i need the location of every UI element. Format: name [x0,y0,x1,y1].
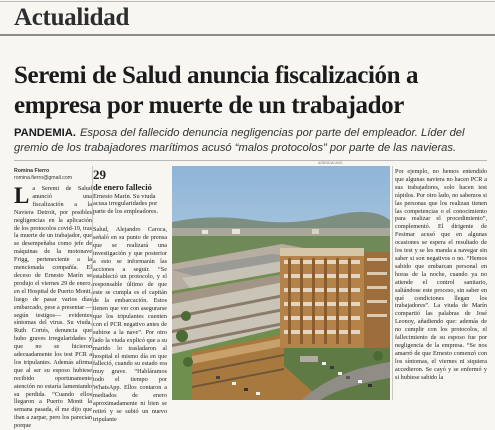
top-rule [0,1,495,2]
column-2-text: Salud, Alejandro Caroca, señaló en su punto de prensa que se realizará una investigación y que posterior a esto se informarán las acciones a seguir. “Se estableció un protocolo, y el responsable último de que este se cumpla es el capitán de la embarcación. Estos tienen que ver con asegurarse que los tripulantes cuenten con el PCR negativo antes de subirse a la nave”. Por otro lado la viuda explicó que a su marido lo trasladaron al hospital el mismo día en que falleció, cuando su estado era muy grave. “Habláramos todo el tiempo por WhatsApp. Ellos contaron a mediados de enero aproximadamente ni bien se retiró y se subió un nuevo tripulante [93,226,167,423]
deck [14,126,484,156]
article-column-2 [93,226,167,423]
deck-kicker: PANDEMIA. [14,127,76,139]
drop-cap: L [14,183,30,208]
hospital-photo [172,166,390,400]
hospital-aerial-image [172,166,390,400]
deck-text: Esposa del fallecido denuncia negligencias por parte del empleador. Líder del gremio de los trabajadores marítimos acusó “malos protocolos” por parte de las navieras. [14,127,465,154]
section-rule [0,34,495,36]
deck-rule [14,160,487,161]
byline-email: romina.fierro@gmail.com [14,175,73,181]
dateline-bold: de enero falleció [93,182,152,192]
column-1-text: a Seremi de Salud anunció una fiscalización a la Naviera Detroit, por posibles negligencias en la aplicación de los protocolos covid-19, tras la muerte de un trabajador, que se desempeñaba como jefe de máquinas de la motonave Frigg, perteneciente a la mencionada compañía. El deceso de Ernesto Marín se produjo el viernes 29 de enero, en el Hospital de Puerto Montt, luego de pasar varios días embarcado, pese a presentar —según testigos— evidentes síntomas del virus. Su viuda, Ruth Cortés, denuncia que hubo graves irregularidades y que no se hicieron adecuadamente los test PCR a los tripulantes. Además afirma que al ser su esposo hubiese recibido oportunamente atención no estaría lamentando su perdida. “Cuando ellos llegaron a Puerto Montt la semana pasada, él me dijo que iban a zarpar, pero los parecían porque [14,185,92,430]
dateline-text: Ernesto Marín. Su viuda acusa irregularidades por parte de los empleadores. [93,192,158,215]
headline: Seremi de Salud anuncia fiscalización a empresa por muerte de un trabajador [14,62,419,119]
dateline-callout [93,166,171,215]
article-column-1 [14,183,92,430]
byline [14,168,92,182]
dateline-number: 29 [93,167,106,182]
photo-credit: AGENCIA UNO [318,161,343,165]
byline-name: Romina Fierro [14,168,50,174]
article-column-4 [395,168,487,400]
column-4-text: Por ejemplo, no hemos entendido que algunas naviera no hacen PCR a sus trabajadores, solo hacen test rápidos. Por otro lado, no sabemos si las personas que los realizan tienen las competencias o el conocimiento para realizar el procedimiento”, complementó. El dirigente de Fesimar acusó que en algunas ocasiones se espera el resultado de los test y se les manda a navegar sin saber si son negativos o no. “Hemos sabido que embarcan personal en horas de la noche, cuando ya no atiende el control sanitario, saltándose este proceso, sin saber en qué condiciones llegan los trabajadores”. La viuda de Marín compartió las palabras de José Leonoy, añadiendo que: además de no cumplir con los protocolos, el fallecimiento de su esposo fue por negligencia de la empresa. “Se nos amarró de que Ernesto comenzó con los síntomas, el viernes ni siquiera accedieron. Se cayó y se enfermó y si hubiese sabido la [395,168,487,381]
column-divider-3 [392,166,393,400]
section-title: Actualidad [14,4,130,31]
